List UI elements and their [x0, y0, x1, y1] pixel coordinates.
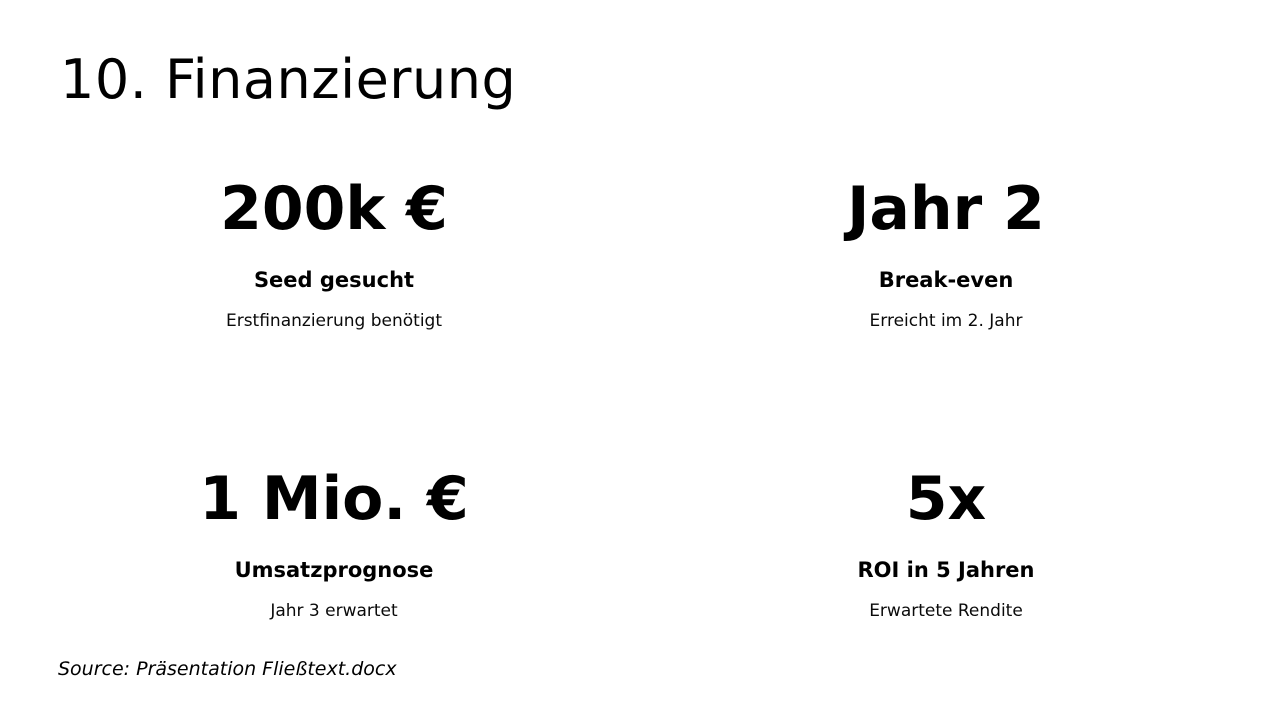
- source-note: Source: Präsentation Fließtext.docx: [58, 658, 397, 680]
- stat-description-breakeven: Erreicht im 2. Jahr: [869, 311, 1023, 332]
- stat-description-umsatz: Jahr 3 erwartet: [270, 600, 398, 621]
- stat-value-seed: 200k €: [220, 174, 448, 244]
- stat-block-umsatz: [28, 463, 640, 622]
- stat-description-roi: Erwartete Rendite: [869, 600, 1023, 621]
- stat-block-roi: [640, 463, 1252, 622]
- stat-description-seed: Erstfinanzierung benötigt: [225, 311, 443, 332]
- stat-block-breakeven: [640, 176, 1252, 332]
- stat-block-seed: [28, 176, 640, 332]
- stat-label-breakeven: Break-even: [878, 268, 1014, 292]
- stat-label-umsatz: Umsatzprognose: [234, 557, 434, 582]
- stats-grid: [28, 176, 1252, 621]
- stat-label-seed: Seed gesucht: [253, 268, 415, 292]
- stat-value-breakeven: Jahr 2: [847, 174, 1045, 244]
- stat-value-roi: 5x: [905, 463, 987, 534]
- slide-title: 10. Finanzierung: [60, 48, 517, 111]
- stat-label-roi: ROI in 5 Jahren: [857, 557, 1035, 582]
- stat-value-umsatz: 1 Mio. €: [199, 463, 469, 534]
